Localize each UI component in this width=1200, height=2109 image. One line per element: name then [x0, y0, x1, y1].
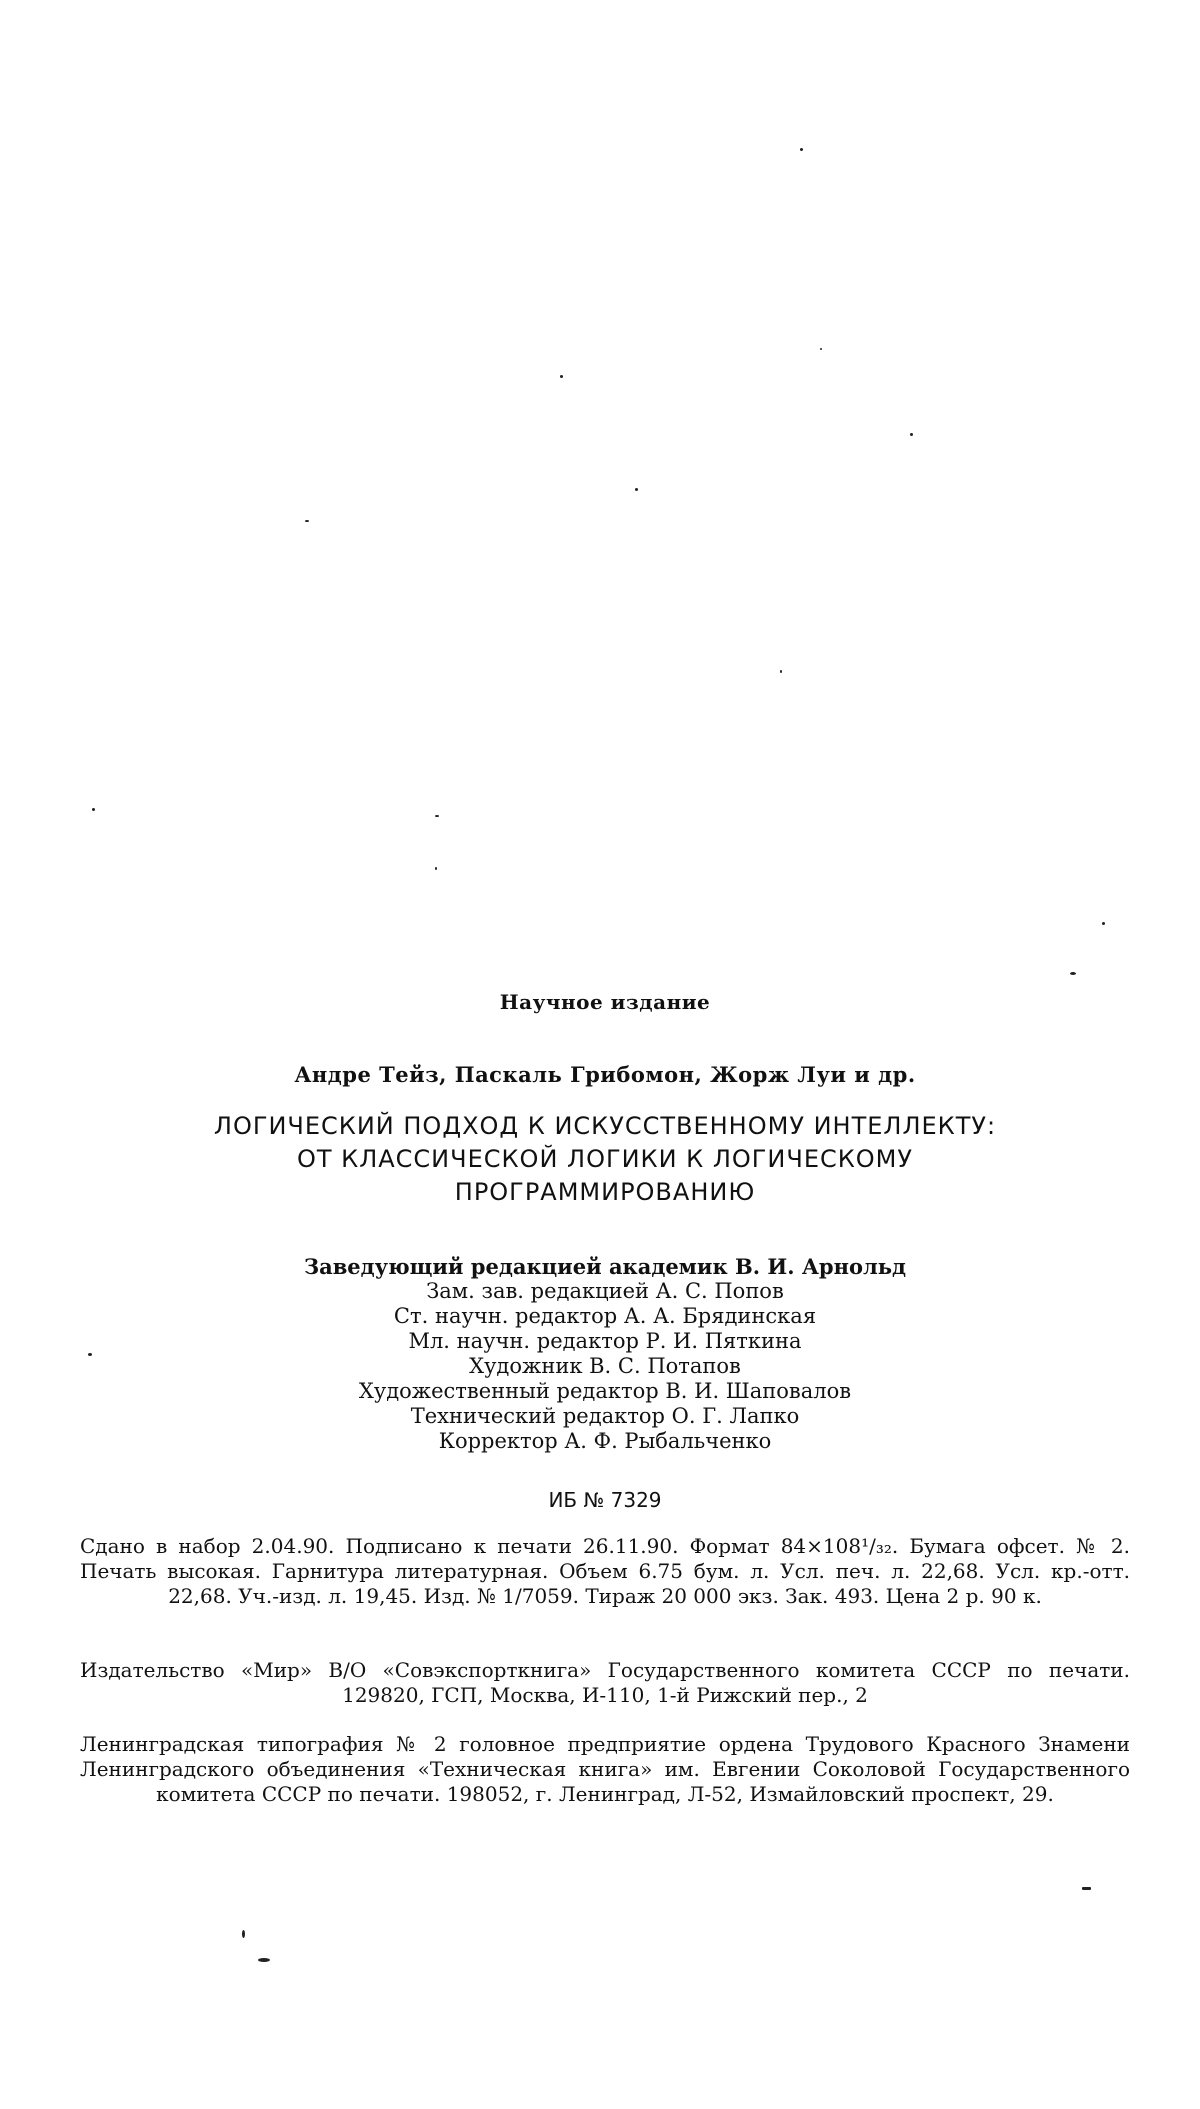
- scan-speck: [88, 1353, 92, 1356]
- authors: Андре Тейз, Паскаль Грибомон, Жорж Луи и др.: [294, 1062, 916, 1087]
- title-line: ОТ КЛАССИЧЕСКОЙ ЛОГИКИ К ЛОГИЧЕСКОМУ: [296, 1145, 914, 1173]
- staff-line: Технический редактор О. Г. Лапко: [410, 1404, 800, 1428]
- scan-speck: [800, 148, 803, 151]
- scan-speck: [780, 670, 782, 673]
- scan-speck: [92, 808, 95, 811]
- scan-speck: [910, 433, 913, 436]
- scan-speck: [635, 488, 638, 491]
- staff-line: Корректор А. Ф. Рыбальченко: [438, 1429, 772, 1453]
- scan-speck: [242, 1930, 245, 1938]
- publisher-info: Издательство «Мир» В/О «Совэкспорткнига» Государственного комитета СССР по печати. 129820, ГСП, Москва, И-110, 1-й Рижский пер., 2: [80, 1658, 1130, 1707]
- scan-speck: [1070, 972, 1076, 975]
- printer-info: Ленинградская типография № 2 головное предприятие ордена Трудового Красного Знамени Ленинградского объединения «Техническая книга» им. Евгении Соколовой Государственного комитета СССР по печати. 198052, г. Ленинград, Л-52, Измайловский проспект, 29.: [80, 1732, 1130, 1806]
- scan-speck: [820, 348, 822, 350]
- title-line: ПРОГРАММИРОВАНИЮ: [454, 1178, 756, 1206]
- title-line: ЛОГИЧЕСКИЙ ПОДХОД К ИСКУССТВЕННОМУ ИНТЕЛЛЕКТУ:: [213, 1112, 997, 1140]
- imprint-details: Сдано в набор 2.04.90. Подписано к печати 26.11.90. Формат 84×108¹/₃₂. Бумага офсет. № 2. Печать высокая. Гарнитура литературная. Объем 6.75 бум. л. Усл. печ. л. 22,68. Усл. кр.-отт. 22,68. Уч.-изд. л. 19,45. Изд. № 1/7059. Тираж 20 000 экз. Зак. 493. Цена 2 р. 90 к.: [80, 1534, 1130, 1608]
- ib-number: ИБ № 7329: [548, 1488, 662, 1512]
- scan-speck: [435, 867, 437, 870]
- scan-speck: [1102, 922, 1105, 925]
- edition-type: Научное издание: [499, 990, 711, 1014]
- scan-speck: [258, 1958, 270, 1962]
- staff-line: Зам. зав. редакцией А. С. Попов: [426, 1279, 784, 1303]
- staff-line: Заведующий редакцией академик В. И. Арнольд: [303, 1254, 907, 1279]
- staff-line: Художник В. С. Потапов: [469, 1354, 741, 1378]
- staff-line: Мл. научн. редактор Р. И. Пяткина: [408, 1329, 802, 1353]
- staff-line: Ст. научн. редактор А. А. Брядинская: [393, 1304, 817, 1328]
- editorial-staff: [80, 1254, 1130, 1454]
- staff-line: Художественный редактор В. И. Шаповалов: [358, 1379, 852, 1403]
- book-title: [80, 1110, 1130, 1209]
- scan-speck: [435, 815, 439, 817]
- scan-speck: [560, 375, 563, 378]
- scan-speck: [305, 520, 309, 522]
- scan-speck: [1082, 1887, 1091, 1890]
